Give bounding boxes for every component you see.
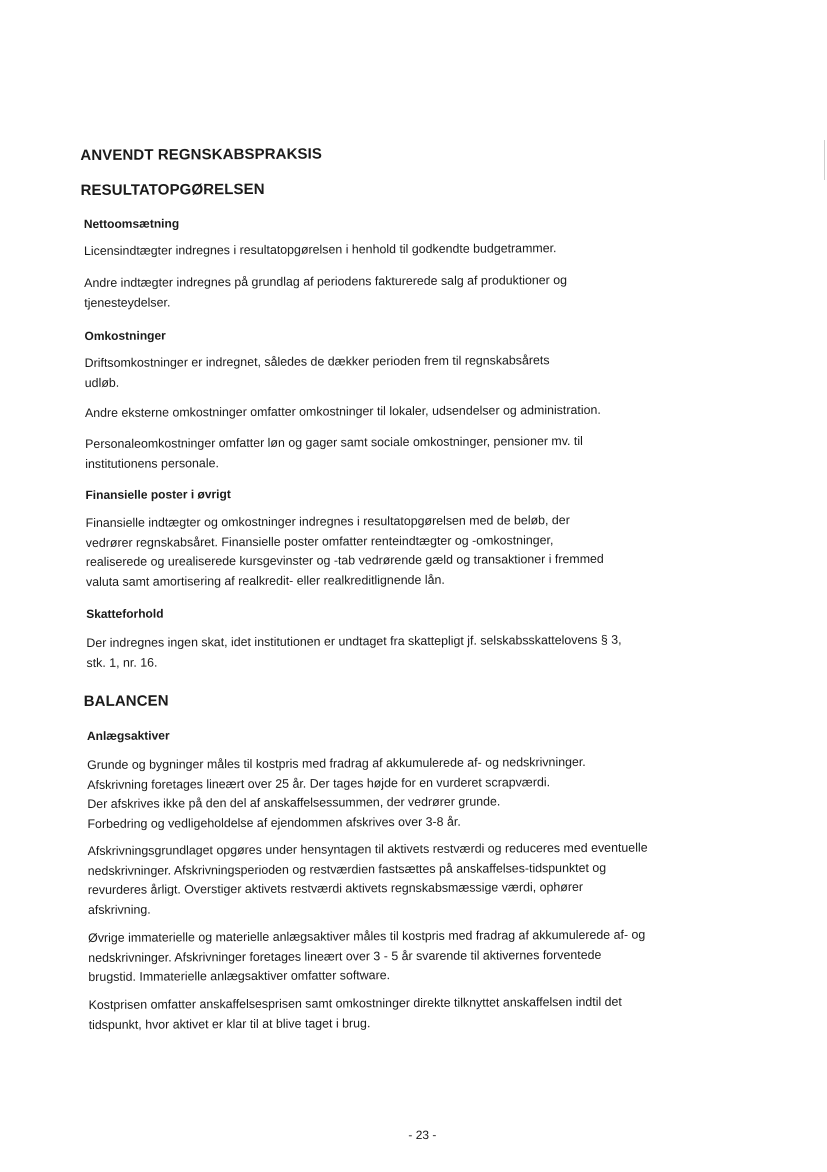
text-line: Grunde og bygninger måles til kostpris med fradrag af akkumulerede af- og nedskrivninger. xyxy=(87,754,586,772)
paragraph: Øvrige immaterielle og materielle anlægsaktiver måles til kostpris med fradrag af akkumulerede af- og nedskrivninger. Afskrivninger foretages lineært over 3 - 5 år svarende til aktivernes forventede brugstid. Immaterielle anlægsaktiver omfatter software. xyxy=(88,927,646,984)
text-line: Afskrivning foretages lineært over 25 år. Der tages højde for en vurderet scrapværdi. xyxy=(87,774,551,792)
page-title: ANVENDT REGNSKABSPRAKSIS xyxy=(80,145,323,165)
text-line: Forbedring og vedligeholdelse af ejendommen afskrives over 3-8 år. xyxy=(87,814,461,831)
page-number: - 23 - xyxy=(408,1127,437,1143)
paragraph: Licensindtægter indregnes i resultatopgørelsen i henhold til godkendte budgetrammer. xyxy=(83,241,557,259)
section-heading-resultatopgorelsen: RESULTATOPGØRELSEN xyxy=(80,180,265,200)
subheading-finansielle-poster: Finansielle poster i øvrigt xyxy=(85,487,231,502)
section-heading-balancen: BALANCEN xyxy=(83,692,169,711)
paragraph-lines xyxy=(87,753,647,834)
subheading-omkostninger: Omkostninger xyxy=(84,328,166,344)
paragraph: Andre eksterne omkostninger omfatter omkostninger til lokaler, udsendelser og administration. xyxy=(84,402,601,421)
text-line: Der afskrives ikke på den del af anskaffelsessummen, der vedrører grunde. xyxy=(87,794,501,811)
subheading-nettoomsaetning: Nettoomsætning xyxy=(83,216,180,232)
paragraph: Afskrivningsgrundlaget opgøres under hensyntagen til aktivets restværdi og reduceres med eventuelle nedskrivninger. Afskrivningsperioden og restværdien fastsættes på anskaffelses-tidspunktet og revurderes årligt. Overstiger aktivets restværdi aktivets regnskabsmæssige værdi, ophører afskrivning. xyxy=(87,840,648,917)
paragraph: Kostprisen omfatter anskaffelsesprisen samt omkostninger direkte tilknyttet anskaffelsen indtil det tidspunkt, hvor aktivet er klar til at blive taget i brug. xyxy=(88,994,622,1032)
subheading-skatteforhold: Skatteforhold xyxy=(86,606,164,621)
paragraph: Personaleomkostninger omfatter løn og gager samt sociale omkostninger, pensioner mv. til institutionens personale. xyxy=(85,433,583,471)
paragraph: Driftsomkostninger er indregnet, således de dækker perioden frem til regnskabsårets udløb. xyxy=(84,353,550,390)
subheading-anlaegsaktiver: Anlægsaktiver xyxy=(86,728,170,743)
paragraph: Andre indtægter indregnes på grundlag af periodens fakturerede salg af produktioner og tjenesteydelser. xyxy=(84,273,568,310)
paragraph: Finansielle indtægter og omkostninger indregnes i resultatopgørelsen med de beløb, der vedrører regnskabsåret. Finansielle poster omfatter renteindtægter og -omkostninger, realiserede og urealiserede kursgevinster og -tab vedrørende gæld og transaktioner i fremmed valuta samt amortisering af realkredit- eller realkreditlignende lån. xyxy=(85,513,604,589)
paragraph: Der indregnes ingen skat, idet institutionen er undtaget fra skattepligt jf. selskabsskattelovens § 3, stk. 1, nr. 16. xyxy=(86,632,622,670)
